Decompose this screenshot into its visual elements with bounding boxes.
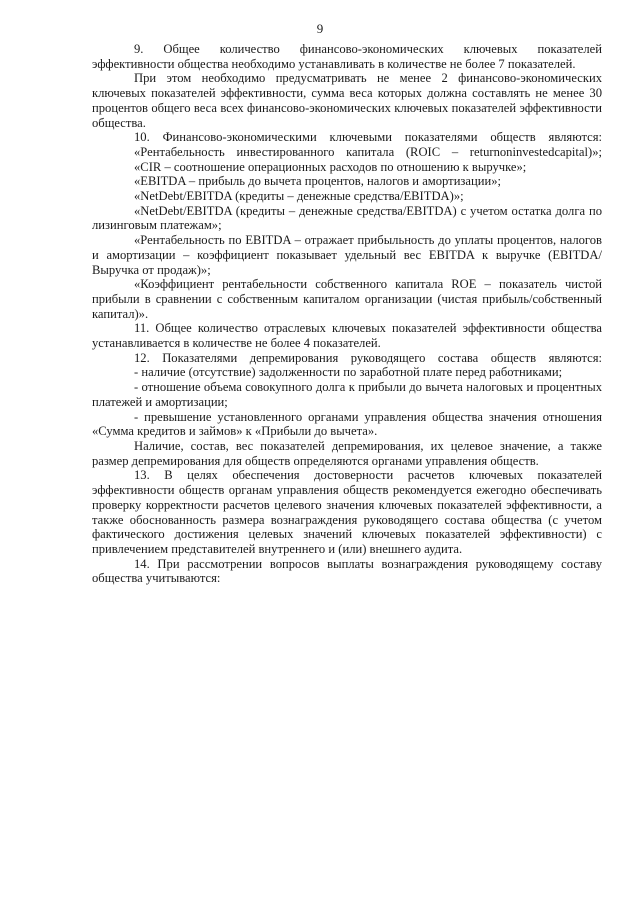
list-item-roic: «Рентабельность инвестированного капитала (ROIC – returnoninvestedcapital)»; (134, 144, 602, 159)
paragraph-9-continuation: При этом необходимо предусматривать не менее 2 финансово-экономических ключевых показателей эффективности, сумма веса которых должна составлять не менее 30 процентов общего веса всех финансово-экономических ключевых показателей эффективности общества. (92, 71, 602, 130)
paragraph-9: 9. Общее количество финансово-экономических ключевых показателей эффективности общества необходимо устанавливать в количестве не более 7 показателей. (92, 42, 602, 71)
paragraph-depremiation: Наличие, состав, вес показателей депремирования, их целевое значение, а также размер депремирования для обществ определяются органами управления обществ. (92, 438, 602, 468)
list-item-ebitda-margin: «Рентабельность по EBITDA – отражает прибыльность до уплаты процентов, налогов и амортизации – коэффициент показывает удельный вес EBITDA к выручке (EBITDA/Выручка от продаж)»; (92, 233, 602, 277)
list-item-salary-arrears: - наличие (отсутствие) задолженности по заработной плате перед работниками; (134, 365, 563, 380)
paragraph-10: 10. Финансово-экономическими ключевыми показателями обществ являются: (134, 130, 602, 145)
document-body (92, 42, 602, 586)
list-item-cir: «CIR – соотношение операционных расходов по отношению к выручке»; (134, 159, 527, 174)
paragraph-11: 11. Общее количество отраслевых ключевых показателей эффективности общества устанавливается в количестве не более 4 показателей. (92, 321, 602, 351)
list-item-netdebt-ebitda-leasing: «NetDebt/EBITDA (кредиты – денежные средства/EBITDA) с учетом остатка долга по лизинговым платежам»; (92, 203, 602, 233)
list-item-ebitda: «EBITDA – прибыль до вычета процентов, налогов и амортизации»; (134, 174, 502, 189)
page-number: 9 (316, 21, 324, 36)
list-item-credit-excess: - превышение установленного органами управления общества значения отношения «Сумма кредитов и займов» к «Прибыли до вычета». (92, 409, 602, 439)
list-item-roe: «Коэффициент рентабельности собственного капитала ROE – показатель чистой прибыли в сравнении с собственным капиталом организации (чистая прибыль/собственный капитал)». (92, 277, 602, 321)
paragraph-12: 12. Показателями депремирования руководящего состава обществ являются: (134, 350, 602, 365)
list-item-debt-ratio: - отношение объема совокупного долга к прибыли до вычета налоговых и процентных платежей и амортизации; (92, 380, 602, 409)
paragraph-14: 14. При рассмотрении вопросов выплаты вознаграждения руководящему составу общества учитываются: (92, 556, 602, 586)
paragraph-13: 13. В целях обеспечения достоверности расчетов ключевых показателей эффективности обществ органам управления обществ рекомендуется ежегодно обеспечивать проверку корректности расчетов целевого значения ключевых показателей эффективности, а также обоснованность размера вознаграждения руководящего состава общества (с учетом фактического достижения целевых значений ключевых показателей эффективности) с привлечением представителей внутреннего и (или) внешнего аудита. (92, 468, 602, 556)
list-item-netdebt-ebitda: «NetDebt/EBITDA (кредиты – денежные средства/EBITDA)»; (134, 189, 464, 204)
